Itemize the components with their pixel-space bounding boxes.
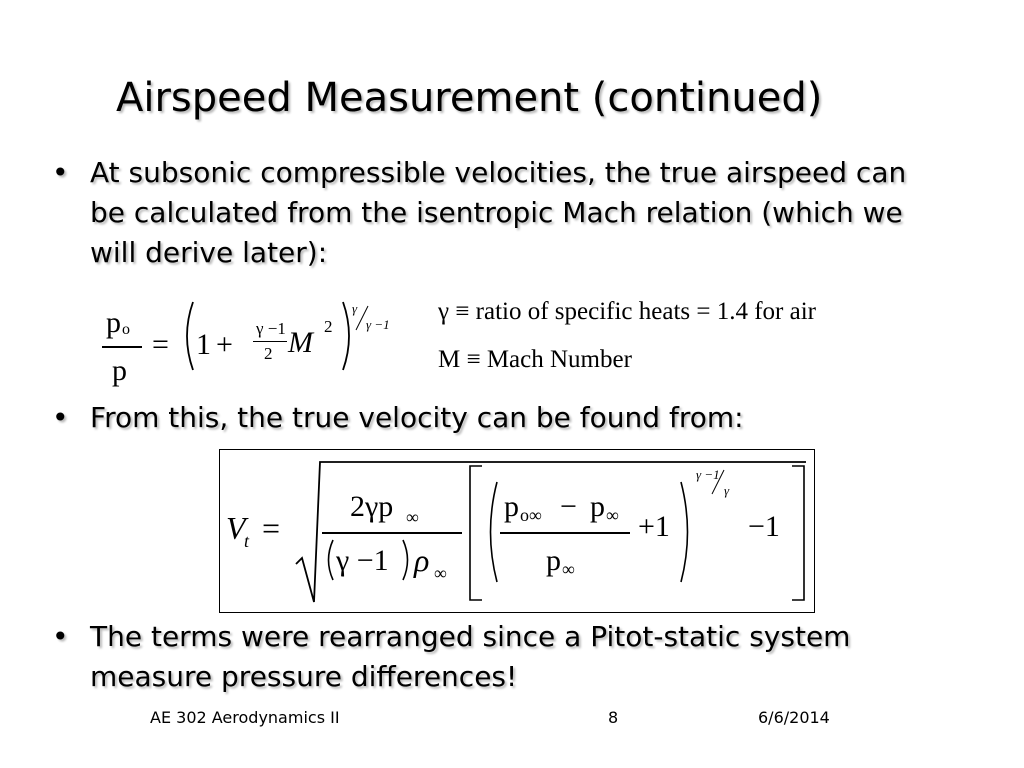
eq2-velocity-symbol: V xyxy=(226,510,246,546)
bullet-item-1 xyxy=(52,153,982,278)
isentropic-mach-relation xyxy=(96,290,416,400)
eq1-num-subscript: o xyxy=(122,321,130,338)
definition-gamma: γ ≡ ratio of specific heats = 1.4 for air xyxy=(438,298,817,325)
eq1-small-fraction-bar xyxy=(253,341,287,342)
eq1-num-p: p xyxy=(106,306,121,339)
eq1-one: 1 xyxy=(196,328,211,361)
eq2-inf-sub-3: ∞ xyxy=(606,505,619,525)
slide-footer xyxy=(0,708,1024,732)
eq1-mach-symbol: M xyxy=(288,326,313,359)
eq2-minus-one: −1 xyxy=(748,510,780,543)
footer-course: AE 302 Aerodynamics II xyxy=(150,708,340,727)
eq1-exp-num: γ xyxy=(352,301,358,316)
eq2-exp-num: γ −1 xyxy=(696,467,720,482)
eq2-rho: ρ xyxy=(414,542,430,578)
bullet-dot: • xyxy=(52,620,69,653)
eq2-velocity-subscript: t xyxy=(244,531,250,551)
bullet-text xyxy=(90,617,850,697)
footer-page-number: 8 xyxy=(608,708,619,727)
eq2-equals: = xyxy=(262,510,281,546)
eq1-square-exponent: 2 xyxy=(324,317,333,336)
eq2-inner-num-sub: o∞ xyxy=(520,505,542,525)
eq2-den-right-paren xyxy=(400,538,414,582)
eq1-den-p: p xyxy=(112,354,127,387)
eq2-main-fraction-bar xyxy=(322,532,462,534)
symbol-definitions xyxy=(438,292,978,382)
eq1-left-paren xyxy=(180,300,196,372)
true-velocity-equation xyxy=(220,450,816,614)
bullet-line: be calculated from the isentropic Mach relation (which we xyxy=(90,196,903,229)
eq2-right-big-paren xyxy=(678,480,696,584)
eq1-equals: = xyxy=(152,328,169,361)
bullet-dot: • xyxy=(52,156,69,189)
eq2-inf-sub-4: ∞ xyxy=(562,559,575,579)
bullet-item-3 xyxy=(52,617,982,701)
slide-title: Airspeed Measurement (continued) xyxy=(116,75,823,121)
bullet-line: measure pressure differences! xyxy=(90,660,518,693)
bullet-line: At subsonic compressible velocities, the true airspeed can xyxy=(90,156,907,189)
eq2-inner-num-p: p xyxy=(504,490,519,523)
eq1-frac-den: 2 xyxy=(264,344,273,363)
eq2-numerator: 2γp xyxy=(350,490,394,523)
eq2-inner-fraction-bar xyxy=(500,532,630,534)
eq2-left-big-paren xyxy=(482,480,500,584)
eq2-den-left-paren xyxy=(322,538,336,582)
definition-mach: M ≡ Mach Number xyxy=(438,346,632,373)
eq1-exp-den: γ −1 xyxy=(366,317,390,332)
bullet-dot: • xyxy=(52,401,69,434)
footer-date: 6/6/2014 xyxy=(758,708,830,727)
eq2-inner-num-p2: p xyxy=(590,490,605,523)
bullet-line: From this, the true velocity can be found from: xyxy=(90,401,744,434)
eq1-frac-num: γ −1 xyxy=(256,319,286,338)
eq2-inf-sub-1: ∞ xyxy=(406,507,419,527)
eq2-inner-minus: − xyxy=(560,490,577,523)
eq2-exp-den: γ xyxy=(724,483,730,498)
bullet-line: The terms were rearranged since a Pitot-static system xyxy=(90,620,851,653)
eq2-den-gamma: γ −1 xyxy=(336,544,389,577)
bullet-line: will derive later): xyxy=(90,236,328,269)
eq2-inner-den-p: p xyxy=(546,544,561,577)
eq1-plus: + xyxy=(216,328,233,361)
bullet-text xyxy=(90,153,906,273)
eq1-fraction-bar xyxy=(102,346,142,348)
bullet-item-2 xyxy=(52,398,982,442)
eq2-inf-sub-2: ∞ xyxy=(434,563,447,583)
eq2-right-bracket xyxy=(788,464,808,602)
bullet-text xyxy=(90,398,744,438)
true-velocity-equation-box xyxy=(219,449,815,613)
eq2-plus-one: +1 xyxy=(638,510,670,543)
